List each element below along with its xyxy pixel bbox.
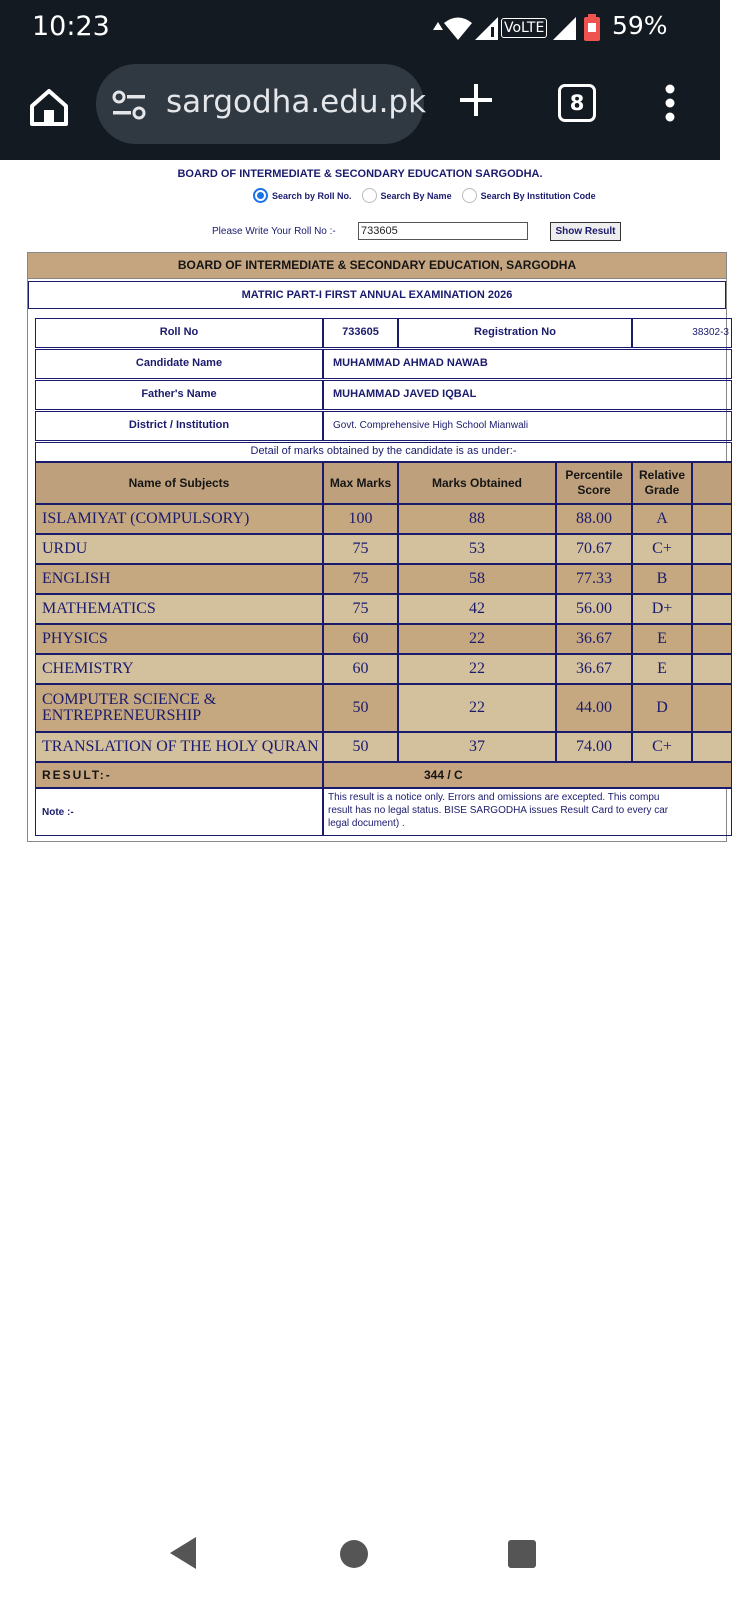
subject-extra (692, 654, 732, 684)
header-extra (692, 462, 732, 504)
signal-icon-2 (551, 15, 577, 41)
new-tab-icon[interactable] (458, 82, 494, 118)
subject-extra (692, 564, 732, 594)
subject-name: COMPUTER SCIENCE & ENTREPRENEURSHIP (35, 684, 323, 732)
subject-extra (692, 534, 732, 564)
result-total: 344 / C (323, 762, 732, 788)
subject-grade: E (632, 654, 692, 684)
father-name-value: MUHAMMAD JAVED IQBAL (323, 380, 732, 410)
subject-percentile: 44.00 (556, 684, 632, 732)
signal-icon (473, 15, 499, 41)
subject-obtained: 53 (398, 534, 556, 564)
subject-percentile: 36.67 (556, 654, 632, 684)
status-icons (433, 13, 601, 43)
roll-no-label: Roll No (35, 318, 323, 348)
header-max-marks: Max Marks (323, 462, 398, 504)
roll-no-input[interactable] (358, 222, 528, 240)
subject-extra (692, 594, 732, 624)
radio-institution[interactable] (462, 188, 477, 203)
marks-detail-caption: Detail of marks obtained by the candidate is as under:- (35, 442, 732, 462)
board-title: BOARD OF INTERMEDIATE & SECONDARY EDUCATION SARGODHA. (177, 168, 543, 180)
search-options (253, 188, 596, 203)
subject-grade: D+ (632, 594, 692, 624)
site-settings-icon[interactable] (112, 91, 146, 119)
subject-extra (692, 504, 732, 534)
subject-grade: E (632, 624, 692, 654)
subject-percentile: 36.67 (556, 624, 632, 654)
subject-obtained: 37 (398, 732, 556, 762)
subject-name: URDU (35, 534, 323, 564)
subject-obtained: 22 (398, 684, 556, 732)
district-label: District / Institution (35, 411, 323, 441)
note-line: legal document) . (328, 818, 405, 829)
subject-max: 100 (323, 504, 398, 534)
web-page (0, 160, 729, 1520)
subject-max: 60 (323, 654, 398, 684)
roll-no-value: 733605 (323, 318, 398, 348)
subject-name: ISLAMIYAT (COMPULSORY) (35, 504, 323, 534)
recents-icon[interactable] (508, 1540, 536, 1568)
subject-max: 60 (323, 624, 398, 654)
subject-max: 75 (323, 594, 398, 624)
subject-grade: D (632, 684, 692, 732)
subject-percentile: 77.33 (556, 564, 632, 594)
subject-extra (692, 624, 732, 654)
note-text (323, 788, 732, 836)
subject-obtained: 58 (398, 564, 556, 594)
subject-max: 50 (323, 684, 398, 732)
result-board-name: BOARD OF INTERMEDIATE & SECONDARY EDUCATION, SARGODHA (28, 253, 726, 279)
note-label: Note :- (35, 788, 323, 836)
subject-max: 75 (323, 564, 398, 594)
browser-toolbar (0, 56, 720, 160)
subject-max: 50 (323, 732, 398, 762)
subject-obtained: 22 (398, 624, 556, 654)
system-nav-bar (0, 1520, 720, 1600)
wifi-icon (443, 15, 473, 41)
header-marks-obtained: Marks Obtained (398, 462, 556, 504)
radio-name-label[interactable]: Search By Name (380, 190, 452, 201)
subject-percentile: 70.67 (556, 534, 632, 564)
radio-roll-no[interactable] (253, 188, 268, 203)
result-card (27, 252, 727, 842)
data-arrow-icon (433, 22, 443, 34)
status-time: 10:23 (32, 11, 110, 42)
home-nav-icon[interactable] (340, 1540, 368, 1568)
subject-name: TRANSLATION OF THE HOLY QURAN (35, 732, 323, 762)
roll-input-label: Please Write Your Roll No :- (212, 226, 336, 237)
subject-grade: B (632, 564, 692, 594)
institution-value: Govt. Comprehensive High School Mianwali (323, 411, 732, 441)
subject-obtained: 88 (398, 504, 556, 534)
note-line: This result is a notice only. Errors and omissions are excepted. This compu (328, 792, 660, 803)
subject-grade: C+ (632, 732, 692, 762)
subject-name: ENGLISH (35, 564, 323, 594)
battery-percent: 59% (612, 11, 668, 40)
subject-extra (692, 732, 732, 762)
subject-max: 75 (323, 534, 398, 564)
subject-percentile: 56.00 (556, 594, 632, 624)
volte-badge: VoLTE (501, 18, 547, 38)
more-menu-icon[interactable] (664, 84, 676, 122)
candidate-name-label: Candidate Name (35, 349, 323, 379)
back-icon[interactable] (168, 1536, 198, 1570)
subject-percentile: 74.00 (556, 732, 632, 762)
tab-switcher-button[interactable]: 8 (558, 84, 596, 122)
header-subject: Name of Subjects (35, 462, 323, 504)
subject-name: CHEMISTRY (35, 654, 323, 684)
radio-roll-no-label[interactable]: Search by Roll No. (272, 190, 352, 201)
show-result-button[interactable]: Show Result (550, 222, 621, 241)
registration-no-value: 38302-3 (632, 318, 732, 348)
candidate-name-value: MUHAMMAD AHMAD NAWAB (323, 349, 732, 379)
battery-icon (583, 14, 601, 42)
subject-grade: A (632, 504, 692, 534)
subject-obtained: 22 (398, 654, 556, 684)
note-line: result has no legal status. BISE SARGODHA issues Result Card to every car (328, 805, 669, 816)
subject-name: MATHEMATICS (35, 594, 323, 624)
subject-name: PHYSICS (35, 624, 323, 654)
url-text: sargodha.edu.pk (166, 84, 427, 120)
result-label: RESULT:- (35, 762, 323, 788)
father-name-label: Father's Name (35, 380, 323, 410)
exam-title: MATRIC PART-I FIRST ANNUAL EXAMINATION 2026 (28, 281, 726, 309)
subject-obtained: 42 (398, 594, 556, 624)
registration-no-label: Registration No (398, 318, 632, 348)
subject-percentile: 88.00 (556, 504, 632, 534)
radio-institution-label[interactable]: Search By Institution Code (480, 190, 596, 201)
address-bar[interactable] (96, 64, 427, 144)
header-percentile: Percentile Score (556, 462, 632, 504)
subject-extra (692, 684, 732, 732)
status-bar (0, 0, 720, 56)
header-grade: Relative Grade (632, 462, 692, 504)
radio-name[interactable] (362, 188, 377, 203)
home-icon[interactable] (27, 86, 71, 130)
subject-grade: C+ (632, 534, 692, 564)
